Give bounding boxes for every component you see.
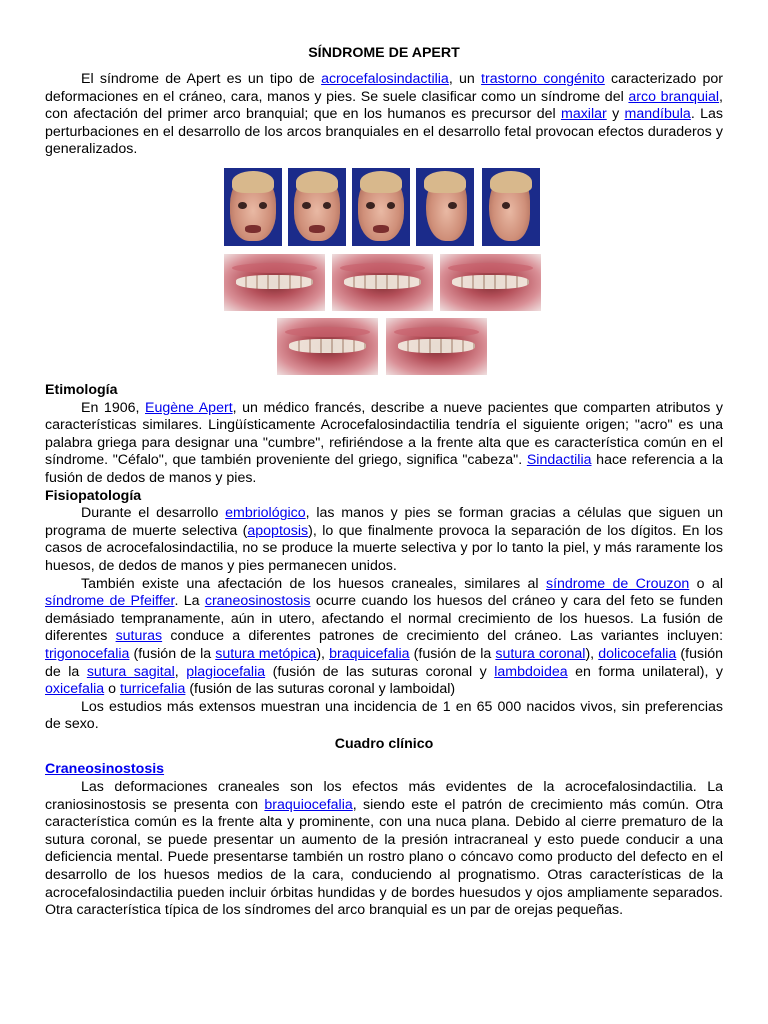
text-run: , un médico francés, describe a nueve pacientes que comparten atributos y características similares. Lingüísticamente Acrocefalosindactilia tendría el siguiente origen; "acro" es una palabra griega para designar una "cumbre", refiriéndose a la frente alta que es característica común en el síndrome. "Céfalo", que también proveniente del griego, significa "cabeza". [45, 399, 724, 469]
link-eugene-apert[interactable]: Eugène Apert [145, 399, 233, 416]
mouth-photo-2 [332, 254, 433, 311]
link-trigonocefalia[interactable]: trigonocefalia [45, 645, 130, 662]
text-run: caracterizado por deformaciones en el cráneo, cara, manos y pies. Se suele clasificar como un síndrome del [45, 71, 723, 105]
fisiopatologia-paragraph-3: Los estudios más extensos muestran una incidencia de 1 en 65 000 nacidos vivos, sin preferencias de sexo. [45, 698, 723, 733]
intro-section [45, 71, 723, 159]
link-braquicefalia[interactable]: braquicefalia [329, 645, 410, 662]
link-suturas[interactable]: suturas [115, 628, 163, 645]
link-acrocefalosindactilia[interactable]: acrocefalosindactilia [321, 71, 449, 87]
heading-cuadro-clinico: Cuadro clínico [334, 735, 434, 752]
link-oxicefalia[interactable]: oxicefalia [45, 681, 105, 698]
text-run: Durante el desarrollo [81, 505, 226, 522]
heading-craneosinostosis [45, 761, 723, 779]
text-run: El síndrome de Apert es un tipo de [81, 71, 322, 87]
face-photo-1 [224, 168, 282, 246]
text-run: , un [448, 71, 482, 87]
heading-etimologia: Etimología [45, 382, 118, 398]
text-run: y [606, 106, 625, 123]
link-arco-branquial[interactable]: arco branquial [628, 88, 720, 105]
text-run: Las deformaciones craneales son los efectos más evidentes de la acrocefalosindactilia. La craniosinostosis se presenta con [45, 779, 723, 813]
text-run: , con afectación del primer arco branquial; que en los humanos es precursor del [45, 88, 723, 123]
link-craneosinostosis-heading[interactable]: Craneosinostosis [45, 761, 165, 778]
link-sindactilia[interactable]: Sindactilia [526, 452, 592, 469]
text-run: o [104, 681, 120, 698]
text-run: conduce a diferentes patrones de crecimiento del cráneo. Las variantes incluyen: [162, 628, 724, 645]
text-run: . La [174, 593, 205, 610]
text-run: (fusión de la [45, 645, 724, 680]
heading-fisiopatologia: Fisiopatología [45, 487, 142, 504]
link-braquiocefalia[interactable]: braquiocefalia [264, 796, 353, 813]
text-run: en forma unilateral), y [567, 663, 723, 680]
intro-paragraph [45, 71, 723, 159]
link-trastorno-congenito[interactable]: trastorno congénito [481, 71, 605, 87]
link-plagiocefalia[interactable]: plagiocefalia [186, 663, 266, 680]
cuadro-paragraph [45, 779, 723, 920]
mouth-photo-1 [224, 254, 325, 311]
text-run: (fusión de la [129, 645, 216, 662]
link-sutura-sagital[interactable]: sutura sagital [86, 663, 175, 680]
link-sutura-coronal[interactable]: sutura coronal [495, 645, 586, 662]
text-run: ocurre cuando los huesos del cráneo y cara del feto se funden demásiado tempranamente, aún in utero, afectando el normal crecimiento de los huesos. La fusión de diferentes [45, 593, 723, 645]
link-mandibula[interactable]: mandíbula [624, 106, 691, 123]
link-turricefalia[interactable]: turricefalia [119, 681, 186, 698]
text-run: hace referencia a la fusión de dedos de manos y pies. [45, 452, 723, 486]
mouth-photo-3 [440, 254, 541, 311]
spacer [45, 753, 723, 761]
text-run: o al [689, 575, 723, 592]
text-run: , siendo este el patrón de crecimiento más común. Otra característica común es la frente alta y prominente, con una nuca plana. Debido al cierre prematuro de la sutura coronal, se puede presentar un aumento de la presión intracraneal y esto puede conducir a una deficiencia mental. Puede presentarse también un rostro plano o cóncavo como producto del defecto en el desarrollo de los huesos medios de la cara, conduciendo al prognatismo. Otras características de la acrocefalosindactilia pueden incluir órbitas hundidas y de bordes huesudos y ojos ampliamente separados. Otra característica típica de los síndromes del arco branquial es un par de orejas pequeñas. [45, 796, 723, 919]
text-run: También existe una afectación de los huesos craneales, similares al [81, 575, 546, 592]
etimologia-paragraph [45, 400, 723, 488]
face-photo-2 [288, 168, 346, 246]
link-apoptosis[interactable]: apoptosis [247, 522, 309, 539]
text-run: (fusión de las suturas coronal y lamboidal) [185, 681, 456, 698]
text-run: . Las perturbaciones en el desarrollo de los arcos branquiales en el desarrollo fetal provocan efectos duraderos y generalizados. [45, 106, 723, 158]
face-photo-3 [352, 168, 410, 246]
text-run: ), [585, 645, 599, 662]
link-sindrome-crouzon[interactable]: síndrome de Crouzon [545, 575, 690, 592]
text-run: , las manos y pies se forman gracias a células que siguen un programa de muerte selectiva ( [45, 505, 723, 539]
page-title: SÍNDROME DE APERT [308, 45, 460, 61]
link-sindrome-pfeiffer[interactable]: síndrome de Pfeiffer [45, 593, 175, 610]
text-run: (fusión de las suturas coronal y [265, 663, 495, 680]
link-craneosinostosis[interactable]: craneosinostosis [204, 593, 311, 610]
text-run: (fusión de la [409, 645, 496, 662]
etimologia-section [45, 382, 723, 920]
mouth-photo-4 [277, 318, 378, 375]
link-embriologico[interactable]: embriológico [225, 505, 306, 522]
link-sutura-metopica[interactable]: sutura metópica [215, 645, 317, 662]
text-run: , [174, 663, 187, 680]
mouth-photo-5 [386, 318, 487, 375]
fisiopatologia-paragraph-1 [45, 505, 723, 575]
text-run: En 1906, [81, 399, 146, 416]
link-lambdoidea[interactable]: lambdoidea [494, 663, 568, 680]
face-photo-profile-2 [482, 168, 540, 246]
text-run: ), lo que finalmente provoca la separación de los dígitos. En los casos de acrocefalosindactilia, no se produce la muerte selectiva y por lo tanto la piel, y más raramente los huesos, de dedos de manos y pies permanecen unidos. [45, 522, 723, 574]
link-maxilar[interactable]: maxilar [561, 106, 607, 123]
fisiopatologia-paragraph-2 [45, 576, 723, 699]
link-dolicocefalia[interactable]: dolicocefalia [598, 645, 677, 662]
face-photo-profile-1 [416, 168, 474, 246]
text-run: ), [316, 645, 330, 662]
